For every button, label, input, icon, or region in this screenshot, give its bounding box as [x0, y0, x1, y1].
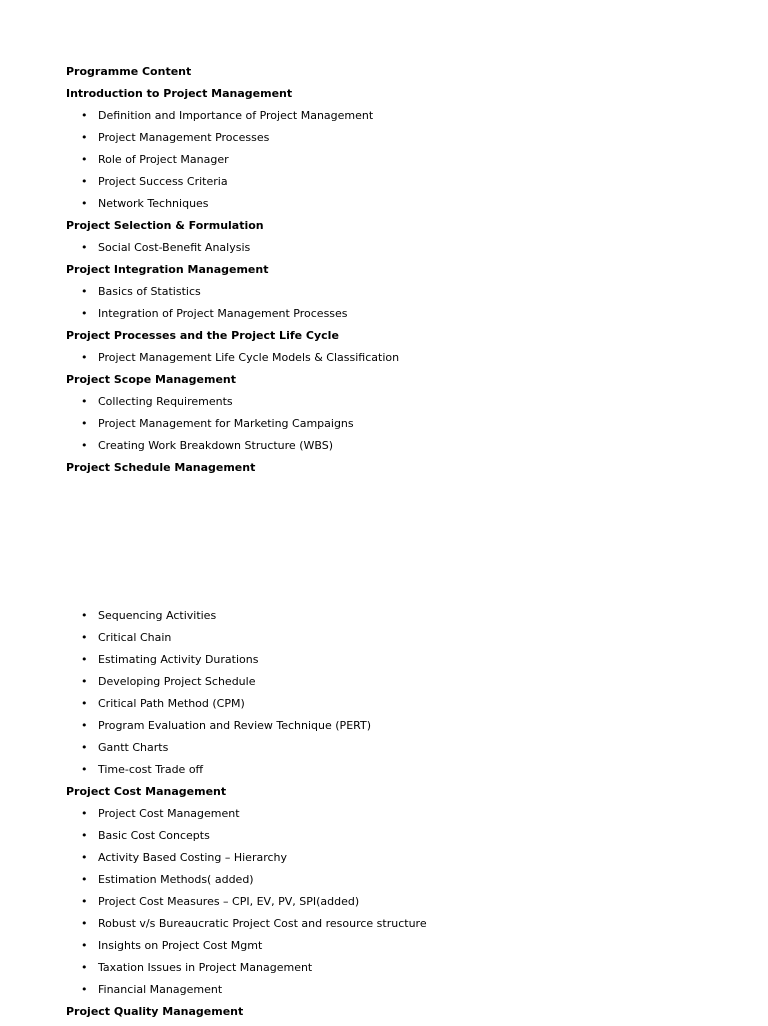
list-item-text: Project Success Criteria — [98, 175, 228, 188]
section-list — [66, 350, 726, 372]
list-item-text: Collecting Requirements — [98, 395, 233, 408]
list-item — [66, 718, 726, 740]
list-item — [66, 630, 726, 652]
list-item — [66, 438, 726, 460]
list-item-text: Social Cost-Benefit Analysis — [98, 241, 251, 254]
bullet-icon: • — [81, 895, 88, 908]
list-item — [66, 130, 726, 152]
bullet-icon: • — [81, 807, 88, 820]
section-list — [66, 108, 726, 218]
list-item — [66, 762, 726, 784]
list-item-text: Sequencing Activities — [98, 609, 217, 622]
list-item — [66, 850, 726, 872]
bullet-icon: • — [81, 153, 88, 166]
bullet-icon: • — [81, 439, 88, 452]
list-item-text: Insights on Project Cost Mgmt — [98, 939, 263, 952]
bullet-icon: • — [81, 719, 88, 732]
list-item — [66, 350, 726, 372]
list-item-text: Program Evaluation and Review Technique (PERT) — [98, 719, 371, 732]
section-heading: Project Cost Management — [66, 785, 227, 798]
list-item-text: Definition and Importance of Project Management — [98, 109, 374, 122]
list-item-text: Developing Project Schedule — [98, 675, 256, 688]
section-list — [66, 394, 726, 460]
bullet-icon: • — [81, 131, 88, 144]
document-title: Programme Content — [66, 65, 192, 78]
section-list — [66, 284, 726, 328]
section-heading: Project Processes and the Project Life Cycle — [66, 329, 339, 342]
list-item-text: Critical Path Method (CPM) — [98, 697, 245, 710]
bullet-icon: • — [81, 395, 88, 408]
document-page — [66, 64, 726, 1026]
bullet-icon: • — [81, 697, 88, 710]
list-item-text: Time-cost Trade off — [98, 763, 204, 776]
bullet-icon: • — [81, 197, 88, 210]
list-item — [66, 152, 726, 174]
bullet-icon: • — [81, 109, 88, 122]
list-item — [66, 828, 726, 850]
bullet-icon: • — [81, 961, 88, 974]
bullet-icon: • — [81, 917, 88, 930]
list-item — [66, 916, 726, 938]
bullet-icon: • — [81, 351, 88, 364]
bullet-icon: • — [81, 175, 88, 188]
list-item-text: Estimating Activity Durations — [98, 653, 259, 666]
list-item-text: Activity Based Costing – Hierarchy — [98, 851, 288, 864]
list-item — [66, 608, 726, 630]
section-list — [66, 608, 726, 784]
list-item-text: Creating Work Breakdown Structure (WBS) — [98, 439, 333, 452]
bullet-icon: • — [81, 675, 88, 688]
list-item-text: Estimation Methods( added) — [98, 873, 254, 886]
list-item-text: Network Techniques — [98, 197, 209, 210]
bullet-icon: • — [81, 609, 88, 622]
bullet-icon: • — [81, 285, 88, 298]
section-heading: Project Selection & Formulation — [66, 219, 264, 232]
list-item-text: Basics of Statistics — [98, 285, 201, 298]
list-item — [66, 696, 726, 718]
list-item — [66, 284, 726, 306]
list-item — [66, 306, 726, 328]
list-item — [66, 196, 726, 218]
list-item — [66, 938, 726, 960]
list-item — [66, 240, 726, 262]
list-item — [66, 960, 726, 982]
bullet-icon: • — [81, 417, 88, 430]
section-heading: Introduction to Project Management — [66, 87, 293, 100]
list-item — [66, 174, 726, 196]
bullet-icon: • — [81, 983, 88, 996]
list-item — [66, 982, 726, 1004]
bullet-icon: • — [81, 653, 88, 666]
list-item-text: Project Management for Marketing Campaigns — [98, 417, 354, 430]
list-item — [66, 652, 726, 674]
list-item-text: Integration of Project Management Processes — [98, 307, 348, 320]
bullet-icon: • — [81, 873, 88, 886]
list-item — [66, 394, 726, 416]
list-item — [66, 806, 726, 828]
list-item-text: Robust v/s Bureaucratic Project Cost and resource structure — [98, 917, 427, 930]
bullet-icon: • — [81, 631, 88, 644]
list-item-text: Taxation Issues in Project Management — [98, 961, 313, 974]
bullet-icon: • — [81, 939, 88, 952]
list-item-text: Financial Management — [98, 983, 223, 996]
list-item — [66, 894, 726, 916]
section-list — [66, 806, 726, 1004]
bullet-icon: • — [81, 241, 88, 254]
section-list — [66, 240, 726, 262]
list-item — [66, 108, 726, 130]
list-item-text: Project Management Life Cycle Models & Classification — [98, 351, 400, 364]
list-item-text: Project Cost Management — [98, 807, 240, 820]
list-item — [66, 416, 726, 438]
page-gap — [66, 482, 726, 608]
list-item — [66, 740, 726, 762]
list-item — [66, 674, 726, 696]
section-heading: Project Quality Management — [66, 1005, 244, 1018]
list-item-text: Critical Chain — [98, 631, 172, 644]
section-heading: Project Integration Management — [66, 263, 269, 276]
list-item-text: Project Management Processes — [98, 131, 270, 144]
list-item — [66, 872, 726, 894]
bullet-icon: • — [81, 851, 88, 864]
section-heading: Project Schedule Management — [66, 461, 256, 474]
bullet-icon: • — [81, 307, 88, 320]
list-item-text: Basic Cost Concepts — [98, 829, 210, 842]
list-item-text: Project Cost Measures – CPI, EV, PV, SPI(added) — [98, 895, 360, 908]
bullet-icon: • — [81, 829, 88, 842]
bullet-icon: • — [81, 741, 88, 754]
bullet-icon: • — [81, 763, 88, 776]
list-item-text: Gantt Charts — [98, 741, 169, 754]
list-item-text: Role of Project Manager — [98, 153, 229, 166]
section-heading: Project Scope Management — [66, 373, 237, 386]
